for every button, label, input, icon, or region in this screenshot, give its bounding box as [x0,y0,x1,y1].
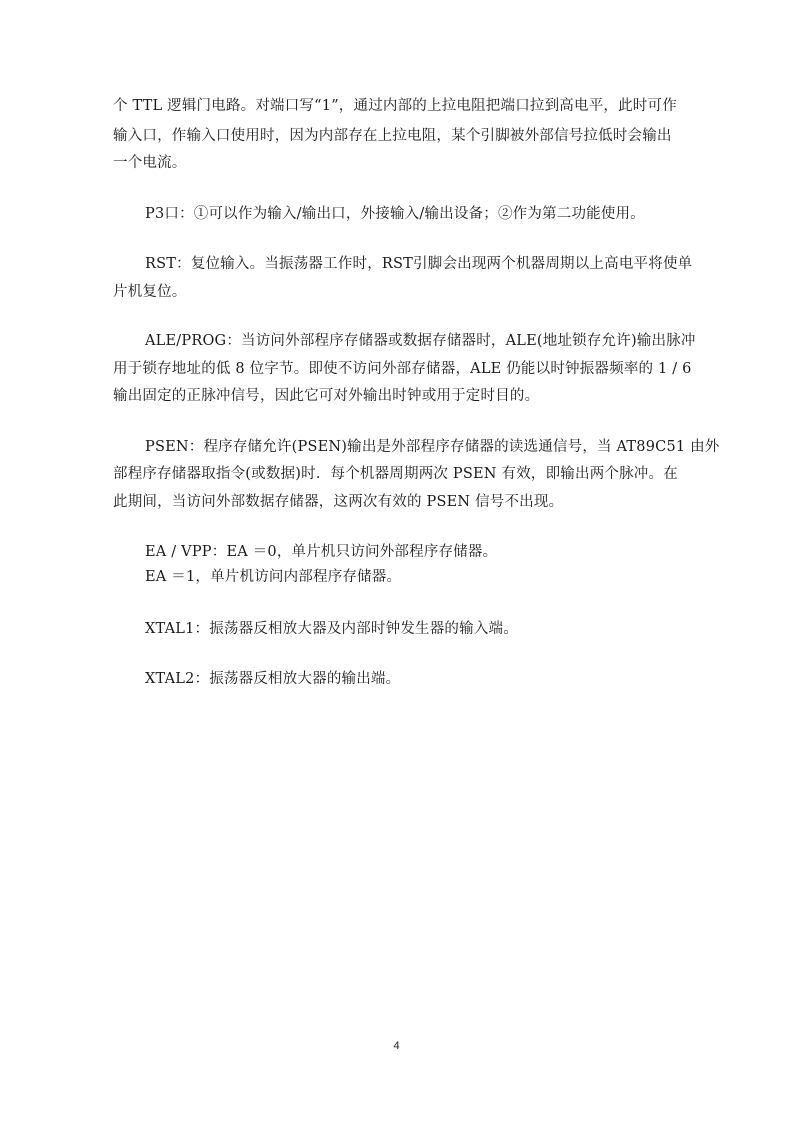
text-line: XTAL2：振荡器反相放大器的输出端。 [145,671,401,687]
text-line: 片机复位。 [113,284,187,300]
page-number: 4 [393,1040,400,1052]
text-line: 此期间，当访问外部数据存储器，这两次有效的 PSEN 信号不出现。 [113,494,564,510]
text-line: 一个电流。 [113,155,187,171]
text-line: 输入口，作输入口使用时，因为内部存在上拉电阻，某个引脚被外部信号拉低时会输出 [113,128,672,144]
text-line: 部程序存储器取指令(或数据)时．每个机器周期两次 PSEN 有效，即输出两个脉冲。在 [113,466,678,482]
text-line: 用于锁存地址的低 8 位字节。即使不访问外部存储器，ALE 仍能以时钟振器频率的 1 / 6 [113,361,692,377]
text-line: RST：复位输入。当振荡器工作时，RST引脚会出现两个机器周期以上高电平将使单 [145,256,693,272]
text-line: P3口：①可以作为输入/输出口，外接输入/输出设备；②作为第二功能使用。 [145,206,645,222]
text-line: ALE/PROG：当访问外部程序存储器或数据存储器时，ALE(地址锁存允许)输出脉冲 [145,333,696,349]
text-line: EA / VPP：EA ＝0，单片机只访问外部程序存储器。 [145,544,498,560]
text-line: XTAL1：振荡器反相放大器及内部时钟发生器的输入端。 [145,621,518,637]
text-line: 输出固定的正脉冲信号，因此它可对外输出时钟或用于定时目的。 [113,388,540,404]
text-line: EA ＝1，单片机访问内部程序存储器。 [145,569,402,585]
text-line: 个 TTL 逻辑门电路。对端口写“1”，通过内部的上拉电阻把端口拉到高电平，此时可作 [113,98,677,114]
text-line: PSEN：程序存储允许(PSEN)输出是外部程序存储器的读选通信号，当 AT89C51 由外 [145,439,720,455]
